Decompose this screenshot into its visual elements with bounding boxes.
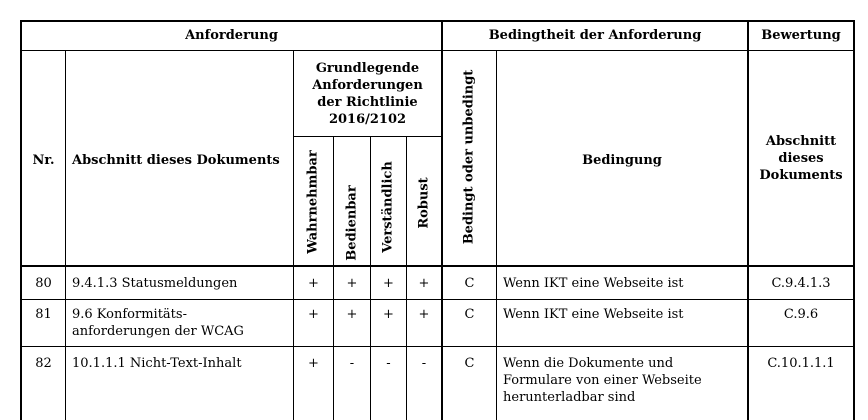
row-81-robust: + <box>418 307 430 322</box>
header-nr: Nr. <box>32 153 55 168</box>
row-divider-1 <box>20 299 855 300</box>
header-divider-1 <box>20 50 855 51</box>
header-abschnitt-dokuments-line: Dokuments <box>759 168 843 183</box>
row-81-verstaendlich: + <box>383 307 394 322</box>
header-bedingtheit: Bedingtheit der Anforderung <box>488 28 702 43</box>
row-82-bedienbar: - <box>349 356 355 371</box>
header-verstaendlich: Verständlich <box>380 161 396 253</box>
row-82-robust: - <box>421 356 427 371</box>
row-80-abschnitt: 9.4.1.3 Statusmeldungen <box>72 276 238 291</box>
col-divider-nr <box>65 50 66 420</box>
row-81-nr: 81 <box>35 307 52 322</box>
table-border-right <box>853 20 855 420</box>
row-82-abschnitt: 10.1.1.1 Nicht-Text-Inhalt <box>72 356 242 371</box>
header-abschnitt-dokuments-line: dieses <box>778 151 824 166</box>
row-81-bedienbar: + <box>346 307 358 322</box>
header-bewertung: Bewertung <box>761 28 841 43</box>
row-82-bedingung-line: Wenn die Dokumente und <box>503 356 674 371</box>
row-80-ref: C.9.4.1.3 <box>771 276 831 291</box>
table-border-top <box>20 20 855 22</box>
row-82-bedingung <box>503 355 743 406</box>
row-81-abschnitt-line: anforderungen der WCAG <box>72 324 244 339</box>
row-81-abschnitt <box>72 306 292 340</box>
row-82-verstaendlich: - <box>386 356 391 371</box>
header-abschnitt-dokuments-line: Abschnitt <box>765 134 837 149</box>
header-bottom-border <box>20 265 855 267</box>
header-grundlegende-line: Anforderungen <box>312 78 423 93</box>
row-82-wahrnehmbar: + <box>308 356 319 371</box>
header-abschnitt: Abschnitt dieses Dokuments <box>72 153 280 168</box>
row-81-wahrnehmbar: + <box>308 307 319 322</box>
header-grundlegende-line: der Richtlinie <box>317 95 418 110</box>
row-82-ref: C.10.1.1.1 <box>767 356 835 371</box>
requirements-table <box>20 20 855 420</box>
row-80-nr: 80 <box>35 276 52 291</box>
row-82-bedingung-line: herunterladbar sind <box>503 390 636 405</box>
header-grundlegende-line: Grundlegende <box>315 61 420 76</box>
row-81-ref: C.9.6 <box>783 307 819 322</box>
row-81-bedingt: C <box>464 307 475 322</box>
row-80-bedienbar: + <box>346 276 358 291</box>
row-divider-2 <box>20 346 855 347</box>
header-robust: Robust <box>416 177 432 229</box>
row-80-robust: + <box>418 276 430 291</box>
header-abschnitt-dokuments <box>749 133 853 184</box>
header-anforderung: Anforderung <box>185 28 278 43</box>
header-divider-2 <box>293 136 441 137</box>
header-bedingt-oder-unbedingt: Bedingt oder unbedingt <box>461 69 477 245</box>
row-80-verstaendlich: + <box>383 276 394 291</box>
header-bedienbar: Bedienbar <box>344 185 360 261</box>
row-82-nr: 82 <box>35 356 52 371</box>
row-82-bedingung-line: Formulare von einer Webseite <box>503 373 702 388</box>
header-grundlegende <box>294 60 441 128</box>
row-81-abschnitt-line: 9.6 Konformitäts- <box>72 307 187 322</box>
header-grundlegende-line: 2016/2102 <box>328 112 407 127</box>
col-divider-c <box>496 50 497 420</box>
row-80-bedingung: Wenn IKT eine Webseite ist <box>503 276 684 291</box>
row-80-wahrnehmbar: + <box>308 276 319 291</box>
row-81-bedingung: Wenn IKT eine Webseite ist <box>503 307 684 322</box>
row-82-bedingt: C <box>464 356 475 371</box>
header-wahrnehmbar: Wahrnehmbar <box>305 150 321 254</box>
header-bedingung: Bedingung <box>582 153 662 168</box>
row-80-bedingt: C <box>464 276 475 291</box>
